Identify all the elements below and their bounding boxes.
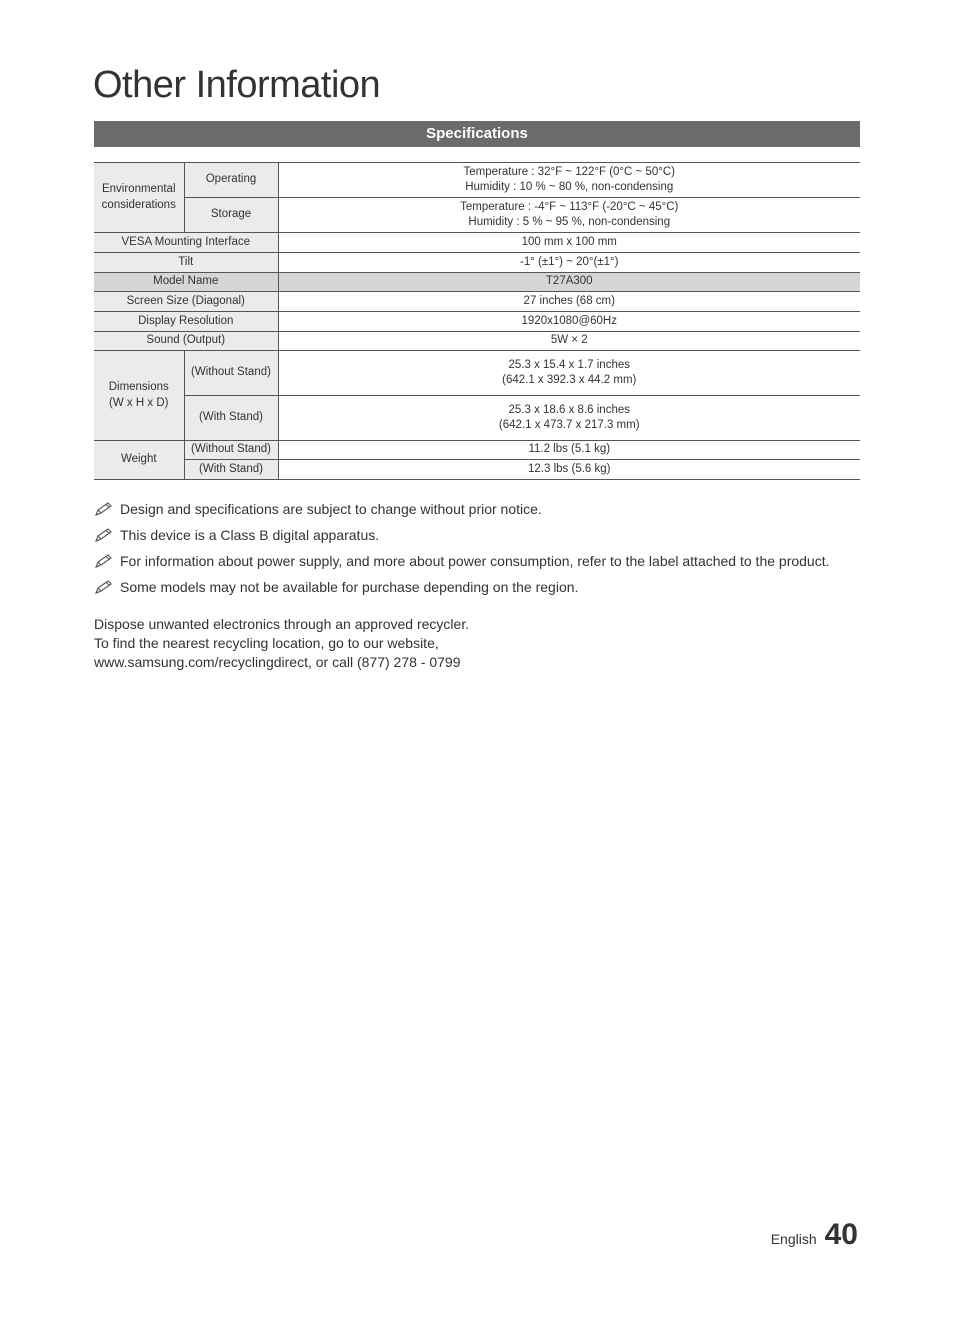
specifications-table [94, 162, 860, 480]
storage-humidity: Humidity : 5 % ~ 95 %, non-condensing [468, 216, 671, 228]
table-row [94, 253, 860, 273]
note-text: For information about power supply, and more about power consumption, refer to the label attached to the product. [120, 553, 830, 569]
note-text: Design and specifications are subject to change without prior notice. [120, 501, 542, 517]
weight-without-stand-label: (Without Stand) [184, 441, 278, 460]
operating-value [278, 163, 860, 198]
dimensions-with-mm: (642.1 x 473.7 x 217.3 mm) [498, 419, 640, 431]
resolution-value: 1920x1080@60Hz [278, 312, 860, 332]
weight-label: Weight [94, 441, 184, 480]
table-row [94, 163, 860, 198]
dimensions-label [94, 351, 184, 441]
pencil-icon [94, 527, 116, 543]
dimensions-with-inches: 25.3 x 18.6 x 8.6 inches [508, 403, 630, 416]
operating-label: Operating [184, 163, 278, 198]
note-item [94, 548, 874, 574]
model-label: Model Name [94, 273, 278, 292]
table-row [94, 292, 860, 312]
recycling-line: www.samsung.com/recyclingdirect, or call (877) 278 - 0799 [94, 654, 461, 670]
notes-list [94, 496, 874, 600]
resolution-label: Display Resolution [94, 312, 278, 332]
dimensions-without-inches: 25.3 x 15.4 x 1.7 inches [508, 358, 630, 371]
dimensions-label-line2: (W x H x D) [109, 396, 169, 409]
screen-size-value: 27 inches (68 cm) [278, 292, 860, 312]
page-footer [771, 1218, 858, 1252]
pencil-icon [94, 553, 116, 569]
table-row [94, 332, 860, 351]
table-row [94, 198, 860, 233]
page-title: Other Information [93, 64, 381, 106]
tilt-label: Tilt [94, 253, 278, 273]
operating-humidity: Humidity : 10 % ~ 80 %, non-condensing [465, 181, 674, 193]
table-row [94, 441, 860, 460]
screen-size-label: Screen Size (Diagonal) [94, 292, 278, 312]
tilt-value: -1° (±1°) ~ 20°(±1°) [278, 253, 860, 273]
table-row [94, 460, 860, 480]
vesa-label: VESA Mounting Interface [94, 233, 278, 253]
weight-without-stand-value: 11.2 lbs (5.1 kg) [278, 441, 860, 460]
storage-label: Storage [184, 198, 278, 233]
note-text: This device is a Class B digital apparatus. [120, 527, 380, 543]
weight-with-stand-label: (With Stand) [184, 460, 278, 480]
sound-value: 5W × 2 [278, 332, 860, 351]
note-item [94, 522, 874, 548]
note-text: Some models may not be available for purchase depending on the region. [120, 579, 579, 595]
recycling-line: Dispose unwanted electronics through an approved recycler. [94, 616, 470, 632]
env-label [94, 163, 184, 233]
table-row [94, 351, 860, 396]
dimensions-label-line1: Dimensions [108, 381, 169, 393]
operating-temperature: Temperature : 32°F ~ 122°F (0°C ~ 50°C) [463, 165, 675, 178]
model-value: T27A300 [278, 273, 860, 292]
note-item [94, 496, 874, 522]
dimensions-with-stand-value [278, 396, 860, 441]
note-item [94, 574, 874, 600]
dimensions-without-stand-value [278, 351, 860, 396]
table-row [94, 233, 860, 253]
vesa-value: 100 mm x 100 mm [278, 233, 860, 253]
sound-label: Sound (Output) [94, 332, 278, 351]
page-number: 40 [824, 1218, 858, 1251]
table-row [94, 273, 860, 292]
pencil-icon [94, 579, 116, 595]
recycling-info [94, 615, 469, 672]
storage-value [278, 198, 860, 233]
section-header-specifications: Specifications [94, 121, 860, 147]
dimensions-with-stand-label: (With Stand) [184, 396, 278, 441]
table-row [94, 396, 860, 441]
pencil-icon [94, 501, 116, 517]
storage-temperature: Temperature : -4°F ~ 113°F (-20°C ~ 45°C) [460, 200, 679, 213]
table-row [94, 312, 860, 332]
dimensions-without-mm: (642.1 x 392.3 x 44.2 mm) [502, 374, 637, 386]
recycling-line: To find the nearest recycling location, go to our website, [94, 635, 439, 651]
dimensions-without-stand-label: (Without Stand) [184, 351, 278, 396]
weight-with-stand-value: 12.3 lbs (5.6 kg) [278, 460, 860, 480]
env-label-text: Environmental considerations [101, 183, 176, 211]
footer-language: English [770, 1231, 817, 1247]
